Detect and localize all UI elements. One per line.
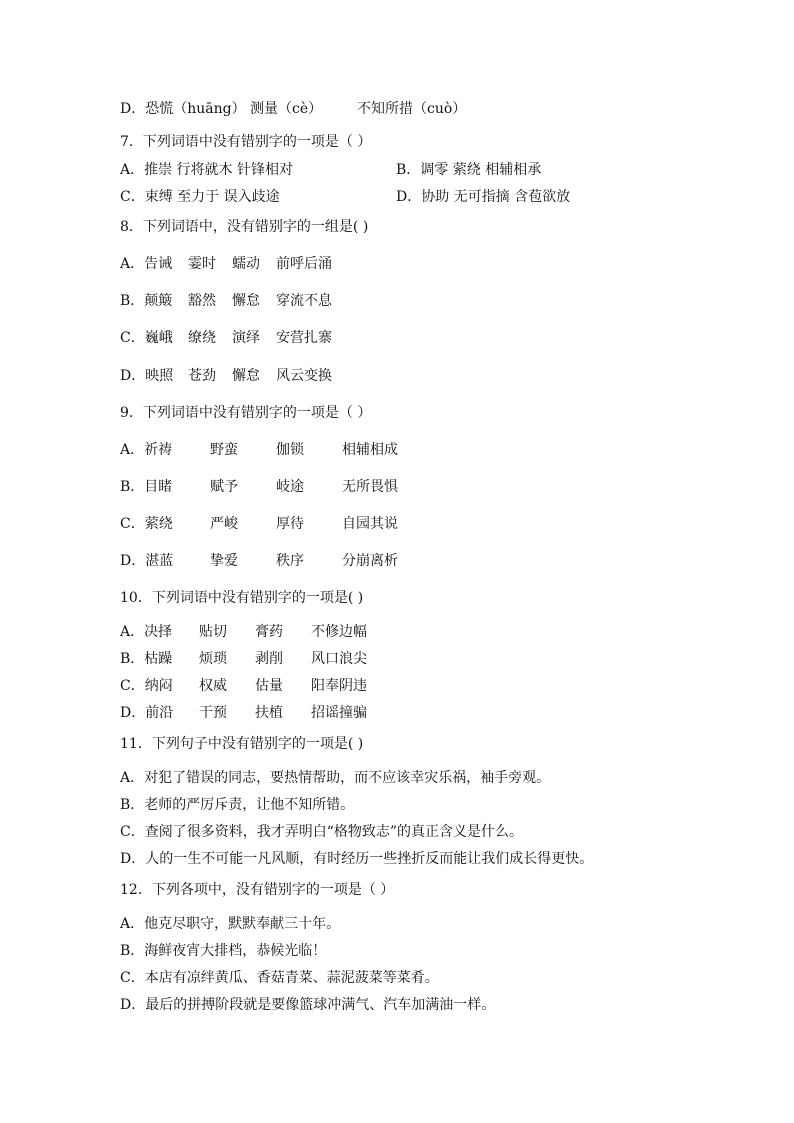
- text-line-7-1: 缭绕: [188, 330, 216, 346]
- text-line-8-3: 风云变换: [276, 368, 332, 384]
- text-line-5-0: A．告诫: [120, 256, 173, 272]
- text-line-19-0: 11．下列句子中没有错别字的一项是( ): [120, 736, 364, 752]
- text-line-18-3: 招谣撞骗: [311, 705, 367, 721]
- text-line-6-1: 豁然: [188, 293, 216, 309]
- text-line-28-0: D．最后的拼搏阶段就是要像篮球冲满气、汽车加满油一样。: [120, 997, 496, 1013]
- text-line-13-2: 秩序: [276, 553, 304, 569]
- text-line-15-1: 贴切: [199, 624, 227, 640]
- text-line-11-2: 岐途: [276, 479, 304, 495]
- text-line-3-1: D．协助 无可指摘 含苞欲放: [396, 189, 571, 205]
- text-line-16-2: 剥削: [255, 651, 283, 667]
- text-line-0-1: 测量（cè）: [250, 101, 323, 117]
- text-line-20-0: A．对犯了错误的同志，要热情帮助，而不应该幸灾乐祸，袖手旁观。: [120, 770, 551, 786]
- text-line-26-0: B．海鲜夜宵大排档，恭候光临！: [120, 943, 327, 959]
- text-line-23-0: D．人的一生不可能一凡风顺，有时经历一些挫折反而能让我们成长得更快。: [120, 851, 594, 867]
- text-line-17-3: 阳奉阴违: [311, 678, 367, 694]
- text-line-16-0: B．枯躁: [120, 651, 173, 667]
- text-line-13-0: D．湛蓝: [120, 553, 174, 569]
- text-line-17-1: 权威: [199, 678, 227, 694]
- text-line-16-3: 风口浪尖: [311, 651, 367, 667]
- text-line-15-3: 不修边幅: [311, 624, 367, 640]
- text-line-5-3: 前呼后涌: [276, 256, 332, 272]
- text-line-6-3: 穿流不息: [276, 293, 332, 309]
- text-line-27-0: C．本店有凉绊黄瓜、香菇青菜、蒜泥菠菜等菜肴。: [120, 970, 439, 986]
- text-line-22-0: C．查阅了很多资料，我才弄明白“格物致志”的真正含义是什么。: [120, 824, 524, 840]
- text-line-17-0: C．纳闷: [120, 678, 173, 694]
- text-line-10-1: 野蛮: [210, 442, 238, 458]
- text-line-13-1: 挚爱: [210, 553, 238, 569]
- text-line-1-0: 7．下列词语中没有错别字的一项是（ ）: [120, 134, 372, 150]
- text-line-15-2: 膏药: [255, 624, 283, 640]
- text-line-12-3: 自园其说: [342, 516, 398, 532]
- text-line-25-0: A．他克尽职守，默默奉献三十年。: [120, 916, 341, 932]
- text-line-10-2: 伽锁: [276, 442, 304, 458]
- text-line-11-0: B．目睹: [120, 479, 173, 495]
- text-line-16-1: 烦琐: [199, 651, 227, 667]
- text-line-10-0: A．祈祷: [120, 442, 173, 458]
- text-line-6-0: B．颠簸: [120, 293, 173, 309]
- text-line-15-0: A．决择: [120, 624, 173, 640]
- text-line-2-1: B．调零 萦绕 相辅相承: [396, 162, 542, 178]
- text-line-4-0: 8．下列词语中，没有错别字的一组是( ): [120, 219, 369, 235]
- text-line-18-0: D．前沿: [120, 705, 174, 721]
- text-line-11-1: 赋予: [210, 479, 238, 495]
- text-line-0-2: 不知所措（cuò）: [357, 101, 467, 117]
- text-line-7-0: C．巍峨: [120, 330, 173, 346]
- text-line-9-0: 9．下列词语中没有错别字的一项是（ ）: [120, 405, 372, 421]
- text-line-18-1: 干预: [199, 705, 227, 721]
- text-line-18-2: 扶植: [255, 705, 283, 721]
- text-line-7-3: 安营扎寨: [276, 330, 332, 346]
- text-line-11-3: 无所畏惧: [342, 479, 398, 495]
- text-line-0-0: D．恐慌（huāng）: [120, 101, 246, 117]
- text-line-3-0: C．束缚 至力于 误入歧途: [120, 189, 280, 205]
- text-line-5-1: 霎时: [188, 256, 216, 272]
- text-line-5-2: 蠕动: [232, 256, 260, 272]
- text-line-7-2: 演绎: [232, 330, 260, 346]
- text-line-6-2: 懈怠: [232, 293, 260, 309]
- text-line-12-2: 厚待: [276, 516, 304, 532]
- text-line-8-0: D．映照: [120, 368, 174, 384]
- text-line-10-3: 相辅相成: [342, 442, 398, 458]
- text-line-12-0: C．萦绕: [120, 516, 173, 532]
- text-line-2-0: A．推崇 行将就木 针锋相对: [120, 162, 294, 178]
- text-line-13-3: 分崩离析: [342, 553, 398, 569]
- text-line-17-2: 估量: [255, 678, 283, 694]
- text-line-8-2: 懈怠: [232, 368, 260, 384]
- text-line-8-1: 苍劲: [188, 368, 216, 384]
- text-line-24-0: 12．下列各项中，没有错别字的一项是（ ）: [120, 882, 395, 898]
- text-line-14-0: 10．下列词语中没有错别字的一项是( ): [120, 590, 364, 606]
- text-line-12-1: 严峻: [210, 516, 238, 532]
- text-line-21-0: B．老师的严厉斥责，让他不知所错。: [120, 797, 355, 813]
